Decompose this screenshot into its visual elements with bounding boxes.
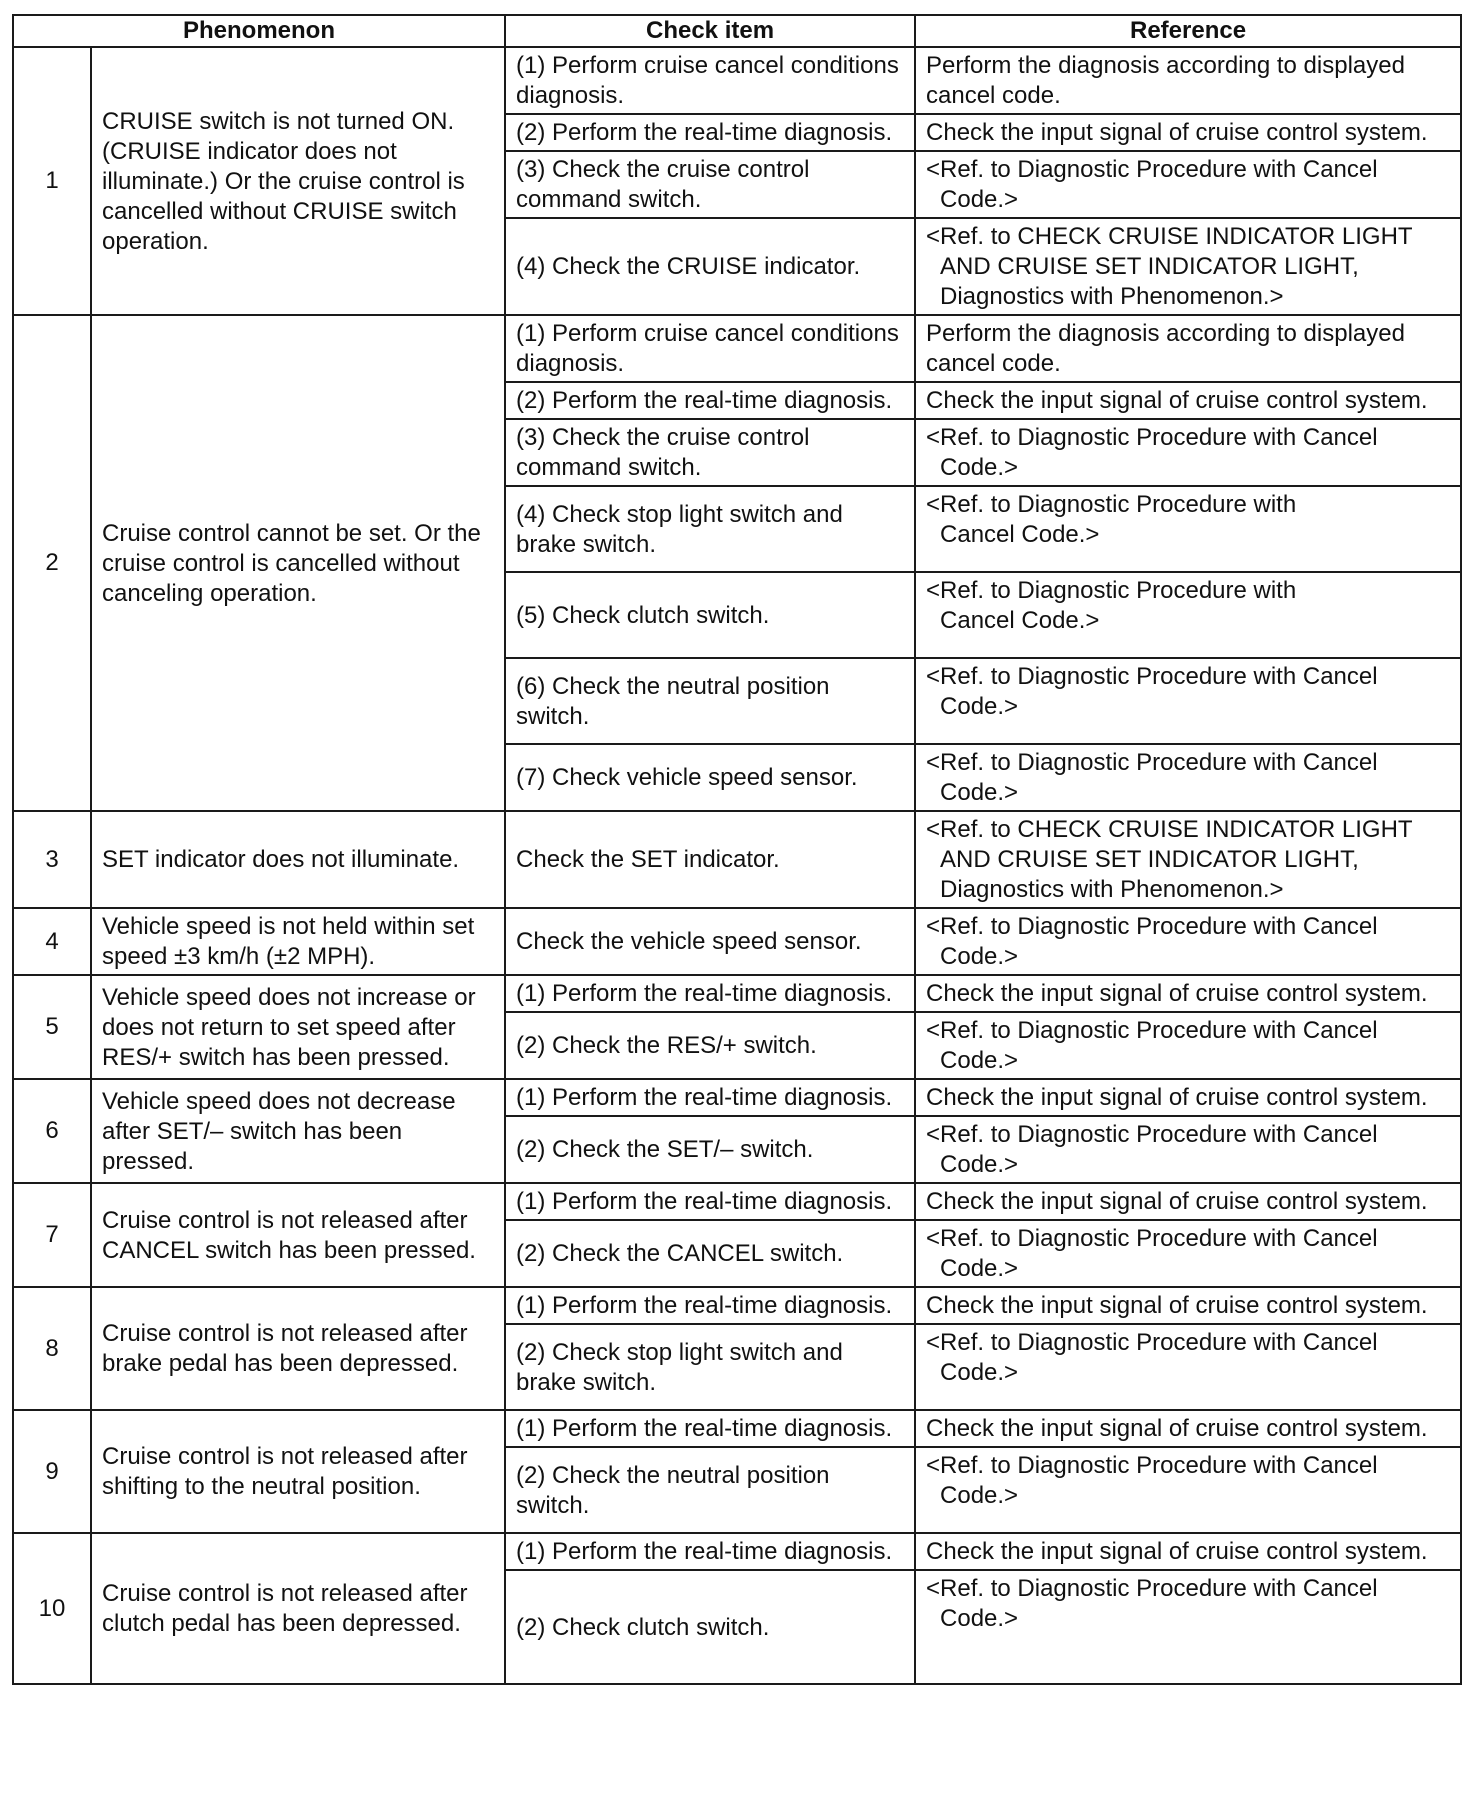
row-number: 3	[13, 811, 91, 908]
check-item-cell: Check the vehicle speed sensor.	[505, 908, 915, 975]
reference-cell	[915, 744, 1461, 811]
header-check-item: Check item	[505, 15, 915, 47]
check-item-cell: (2) Check the RES/+ switch.	[505, 1012, 915, 1079]
check-item-cell: (4) Check the CRUISE indicator.	[505, 218, 915, 315]
reference-cell: Check the input signal of cruise control system.	[915, 1287, 1461, 1324]
reference-cell	[915, 218, 1461, 315]
row-number: 2	[13, 315, 91, 811]
reference-link-text: <Ref. to Diagnostic Procedure with Cancel	[926, 749, 1378, 776]
check-item-cell: (2) Perform the real-time diagnosis.	[505, 114, 915, 151]
check-item-cell: (2) Check stop light switch and brake switch.	[505, 1324, 915, 1410]
reference-cell	[915, 1116, 1461, 1183]
row-number: 1	[13, 47, 91, 315]
header-phenomenon: Phenomenon	[13, 15, 505, 47]
reference-link-text: <Ref. to Diagnostic Procedure with Cancel	[926, 1225, 1378, 1252]
reference-link-text-cont: Code.>	[940, 1605, 1019, 1632]
reference-link-text-cont: Code.>	[940, 454, 1019, 481]
reference-cell	[915, 151, 1461, 218]
reference-link-text-cont: Code.>	[940, 1359, 1019, 1386]
reference-cell	[915, 658, 1461, 744]
reference-link-text-cont: Code.>	[940, 1255, 1019, 1282]
reference-link-text-cont: Code.>	[940, 693, 1019, 720]
reference-cell: Perform the diagnosis according to displayed cancel code.	[915, 47, 1461, 114]
reference-link-text: <Ref. to Diagnostic Procedure with Cancel	[926, 1121, 1378, 1148]
reference-link-text-cont: Code.>	[940, 779, 1019, 806]
reference-cell	[915, 1012, 1461, 1079]
phenomenon-cell: Cruise control is not released after brake pedal has been depressed.	[91, 1287, 505, 1410]
reference-link-text: <Ref. to Diagnostic Procedure with Cancel	[926, 1452, 1378, 1479]
check-item-cell: (1) Perform cruise cancel conditions diagnosis.	[505, 315, 915, 382]
reference-link-text-cont: Code.>	[940, 186, 1019, 213]
reference-link-text: <Ref. to CHECK CRUISE INDICATOR LIGHT	[926, 816, 1413, 843]
reference-link-text: <Ref. to Diagnostic Procedure with Cancel	[926, 913, 1378, 940]
reference-cell: Perform the diagnosis according to displayed cancel code.	[915, 315, 1461, 382]
phenomenon-cell: Cruise control is not released after CANCEL switch has been pressed.	[91, 1183, 505, 1287]
reference-cell	[915, 486, 1461, 572]
row-number: 10	[13, 1533, 91, 1684]
reference-cell: Check the input signal of cruise control system.	[915, 382, 1461, 419]
row-number: 9	[13, 1410, 91, 1533]
reference-link-text: <Ref. to Diagnostic Procedure with Cancel	[926, 424, 1378, 451]
reference-link-text: <Ref. to Diagnostic Procedure with	[926, 491, 1297, 518]
reference-cell: Check the input signal of cruise control system.	[915, 1183, 1461, 1220]
table-row	[13, 1287, 1461, 1324]
check-item-cell: (3) Check the cruise control command switch.	[505, 151, 915, 218]
reference-link-text-cont: Cancel Code.>	[940, 607, 1100, 634]
phenomenon-cell: SET indicator does not illuminate.	[91, 811, 505, 908]
check-item-cell: (7) Check vehicle speed sensor.	[505, 744, 915, 811]
table-row	[13, 1183, 1461, 1220]
diagnosis-table	[12, 14, 1462, 1685]
reference-cell	[915, 572, 1461, 658]
table-row	[13, 811, 1461, 908]
check-item-cell: (1) Perform the real-time diagnosis.	[505, 975, 915, 1012]
reference-cell	[915, 1324, 1461, 1410]
check-item-cell: (1) Perform the real-time diagnosis.	[505, 1183, 915, 1220]
reference-link-text: <Ref. to Diagnostic Procedure with Cancel	[926, 663, 1378, 690]
reference-link-text-cont: Code.>	[940, 1482, 1019, 1509]
phenomenon-cell: Cruise control cannot be set. Or the cruise control is cancelled without canceling operation.	[91, 315, 505, 811]
table-row	[13, 1079, 1461, 1116]
phenomenon-cell: CRUISE switch is not turned ON. (CRUISE indicator does not illuminate.) Or the cruise control is cancelled without CRUISE switch operation.	[91, 47, 505, 315]
reference-cell: Check the input signal of cruise control system.	[915, 1079, 1461, 1116]
reference-cell: Check the input signal of cruise control system.	[915, 975, 1461, 1012]
reference-link-text-cont: Code.>	[940, 1047, 1019, 1074]
check-item-cell: (2) Check the neutral position switch.	[505, 1447, 915, 1533]
reference-link-text: <Ref. to Diagnostic Procedure with Cancel	[926, 1575, 1378, 1602]
phenomenon-cell: Vehicle speed is not held within set speed ±3 km/h (±2 MPH).	[91, 908, 505, 975]
reference-link-text-cont: Code.>	[940, 1151, 1019, 1178]
reference-cell: Check the input signal of cruise control system.	[915, 1533, 1461, 1570]
reference-cell	[915, 1570, 1461, 1684]
check-item-cell: (1) Perform the real-time diagnosis.	[505, 1533, 915, 1570]
check-item-cell: (2) Check the SET/– switch.	[505, 1116, 915, 1183]
table-row	[13, 1533, 1461, 1570]
reference-link-text: <Ref. to CHECK CRUISE INDICATOR LIGHT	[926, 223, 1413, 250]
phenomenon-cell: Cruise control is not released after clutch pedal has been depressed.	[91, 1533, 505, 1684]
row-number: 4	[13, 908, 91, 975]
reference-cell: Check the input signal of cruise control system.	[915, 1410, 1461, 1447]
reference-link-text-cont: Code.>	[940, 943, 1019, 970]
check-item-cell: (1) Perform the real-time diagnosis.	[505, 1410, 915, 1447]
table-row	[13, 1410, 1461, 1447]
table-row	[13, 47, 1461, 114]
reference-link-text-cont: AND CRUISE SET INDICATOR LIGHT, Diagnostics with Phenomenon.>	[940, 846, 1359, 903]
reference-link-text: <Ref. to Diagnostic Procedure with Cancel	[926, 156, 1378, 183]
reference-cell	[915, 908, 1461, 975]
reference-cell	[915, 1220, 1461, 1287]
header-row	[13, 15, 1461, 47]
reference-cell	[915, 1447, 1461, 1533]
reference-link-text: <Ref. to Diagnostic Procedure with Cancel	[926, 1329, 1378, 1356]
check-item-cell: Check the SET indicator.	[505, 811, 915, 908]
check-item-cell: (1) Perform the real-time diagnosis.	[505, 1079, 915, 1116]
check-item-cell: (2) Check clutch switch.	[505, 1570, 915, 1684]
reference-cell	[915, 419, 1461, 486]
table-row	[13, 315, 1461, 382]
table-row	[13, 908, 1461, 975]
phenomenon-cell: Vehicle speed does not increase or does not return to set speed after RES/+ switch has been pressed.	[91, 975, 505, 1079]
check-item-cell: (1) Perform the real-time diagnosis.	[505, 1287, 915, 1324]
check-item-cell: (2) Check the CANCEL switch.	[505, 1220, 915, 1287]
header-reference: Reference	[915, 15, 1461, 47]
check-item-cell: (1) Perform cruise cancel conditions diagnosis.	[505, 47, 915, 114]
check-item-cell: (3) Check the cruise control command switch.	[505, 419, 915, 486]
row-number: 5	[13, 975, 91, 1079]
reference-link-text-cont: AND CRUISE SET INDICATOR LIGHT, Diagnostics with Phenomenon.>	[940, 253, 1359, 310]
reference-cell: Check the input signal of cruise control system.	[915, 114, 1461, 151]
check-item-cell: (2) Perform the real-time diagnosis.	[505, 382, 915, 419]
check-item-cell: (6) Check the neutral position switch.	[505, 658, 915, 744]
reference-link-text-cont: Cancel Code.>	[940, 521, 1100, 548]
check-item-cell: (5) Check clutch switch.	[505, 572, 915, 658]
reference-link-text: <Ref. to Diagnostic Procedure with	[926, 577, 1297, 604]
table-row	[13, 975, 1461, 1012]
reference-link-text: <Ref. to Diagnostic Procedure with Cancel	[926, 1017, 1378, 1044]
row-number: 7	[13, 1183, 91, 1287]
reference-cell	[915, 811, 1461, 908]
phenomenon-cell: Cruise control is not released after shifting to the neutral position.	[91, 1410, 505, 1533]
row-number: 6	[13, 1079, 91, 1183]
check-item-cell: (4) Check stop light switch and brake switch.	[505, 486, 915, 572]
row-number: 8	[13, 1287, 91, 1410]
phenomenon-cell: Vehicle speed does not decrease after SET/– switch has been pressed.	[91, 1079, 505, 1183]
